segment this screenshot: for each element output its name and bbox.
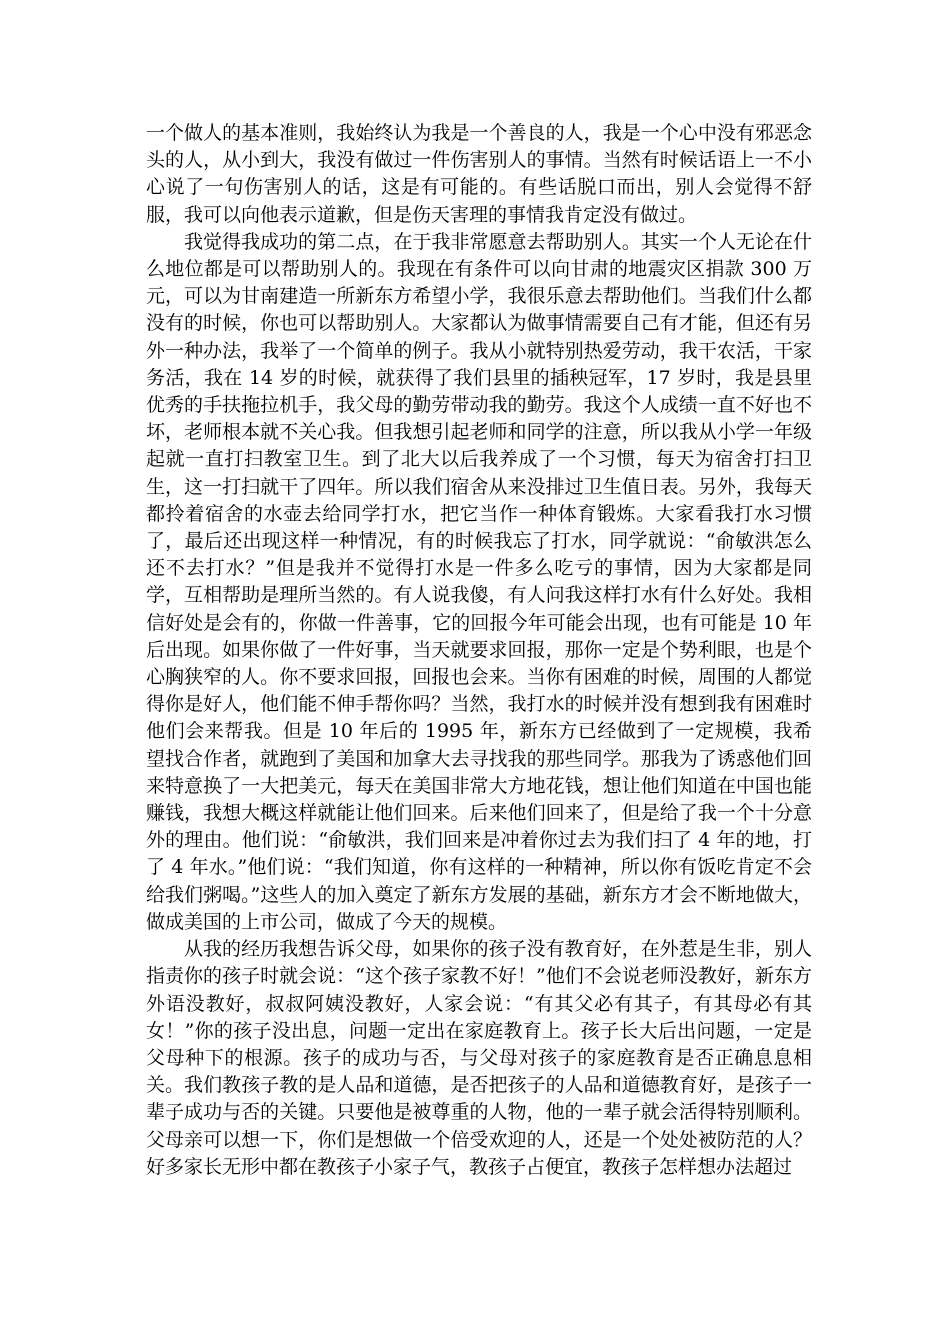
paragraph-3: 从我的经历我想告诉父母，如果你的孩子没有教育好，在外惹是生非，别人指责你的孩子时就会说：“这个孩子家教不好！”他们不会说老师没教好，新东方外语没教好，叔叔阿姨没教好，人家会说：“有其父必有其子，有其母必有其女！”你的孩子没出息，问题一定出在家庭教育上。孩子长大后出问题，一定是父母种下的根源。孩子的成功与否，与父母对孩子的家庭教育是否正确息息相关。我们教孩子教的是人品和道德，是否把孩子的人品和道德教育好，是孩子一辈子成功与否的关键。只要他是被尊重的人物，他的一辈子就会活得特别顺利。父母亲可以想一下，你们是想做一个倍受欢迎的人，还是一个处处被防范的人？好多家长无形中都在教孩子小家子气，教孩子占便宜，教孩子怎样想办法超过: [146, 938, 812, 1178]
document-page: [146, 120, 812, 1181]
paragraph-2: 我觉得我成功的第二点，在于我非常愿意去帮助别人。其实一个人无论在什么地位都是可以帮助别人的。我现在有条件可以向甘肃的地震灾区捐款 300 万元，可以为甘南建造一所新东方希望小学，我很乐意去帮助他们。当我们什么都没有的时候，你也可以帮助别人。大家都认为做事情需要自己有才能，但还有另外一种办法，我举了一个简单的例子。我从小就特别热爱劳动，我干农活，干家务活，我在 14 岁的时候，就获得了我们县里的插秧冠军，17 岁时，我是县里优秀的手扶拖拉机手，我父母的勤劳带动我的勤劳。我这个人成绩一直不好也不坏，老师根本就不关心我。但我想引起老师和同学的注意，所以我从小学一年级起就一直打扫教室卫生。到了北大以后我养成了一个习惯，每天为宿舍打扫卫生，这一打扫就干了四年。所以我们宿舍从来没排过卫生值日表。另外，我每天都拎着宿舍的水壶去给同学打水，把它当作一种体育锻炼。大家看我打水习惯了，最后还出现这样一种情况，有的时候我忘了打水，同学就说：“俞敏洪怎么还不去打水？”但是我并不觉得打水是一件多么吃亏的事情，因为大家都是同学，互相帮助是理所当然的。有人说我傻，有人问我这样打水有什么好处。我相信好处是会有的，你做一件善事，它的回报今年可能会出现，也有可能是 10 年后出现。如果你做了一件好事，当天就要求回报，那你一定是个势利眼，也是个心胸狭窄的人。你不要求回报，回报也会来。当你有困难的时候，周围的人都觉得你是好人，他们能不伸手帮你吗？当然，我打水的时候并没有想到我有困难时他们会来帮我。但是 10 年后的 1995 年，新东方已经做到了一定规模，我希望找合作者，就跑到了美国和加拿大去寻找我的那些同学。那我为了诱惑他们回来特意换了一大把美元，每天在美国非常大方地花钱，想让他们知道在中国也能赚钱，我想大概这样就能让他们回来。后来他们回来了，但是给了我一个十分意外的理由。他们说：“俞敏洪，我们回来是冲着你过去为我们扫了 4 年的地，打了 4 年水。”他们说：“我们知道，你有这样的一种精神，所以你有饭吃肯定不会给我们粥喝。”这些人的加入奠定了新东方发展的基础，新东方才会不断地做大，做成美国的上市公司，做成了今天的规模。: [146, 230, 812, 933]
paragraph-1: 一个做人的基本准则，我始终认为我是一个善良的人，我是一个心中没有邪恶念头的人，从小到大，我没有做过一件伤害别人的事情。当然有时候话语上一不小心说了一句伤害别人的话，这是有可能的。有些话脱口而出，别人会觉得不舒服，我可以向他表示道歉，但是伤天害理的事情我肯定没有做过。: [146, 122, 812, 226]
